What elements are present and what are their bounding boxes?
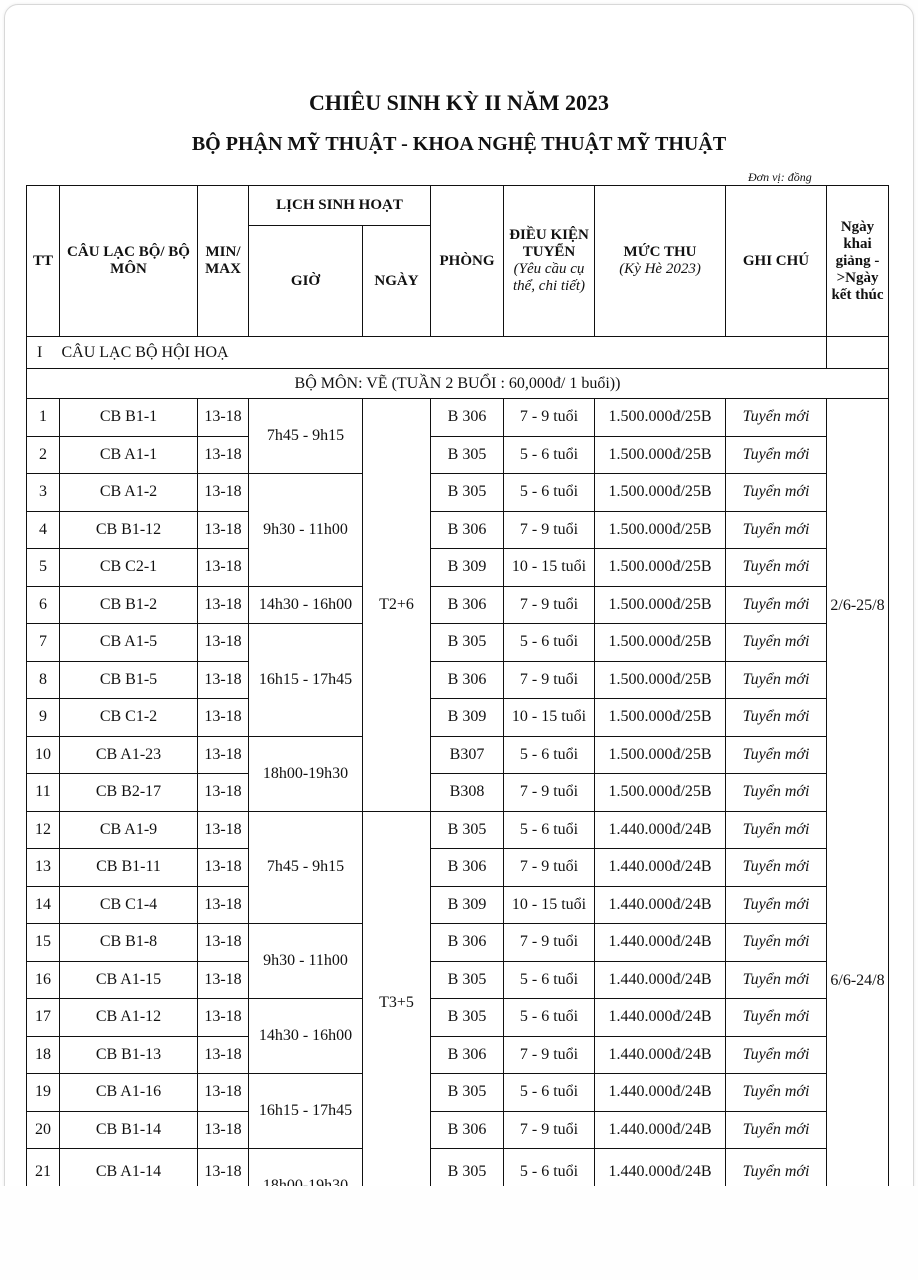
table-row: [27, 1074, 889, 1112]
row-room: B 306: [431, 849, 504, 887]
row-note: Tuyển mới: [726, 474, 827, 512]
row-note: Tuyển mới: [726, 511, 827, 549]
row-tt: 20: [27, 1111, 60, 1149]
row-fee: 1.500.000đ/25B: [595, 586, 726, 624]
row-note: Tuyển mới: [726, 961, 827, 999]
row-note: Tuyển mới: [726, 1111, 827, 1149]
row-fee: 1.440.000đ/24B: [595, 999, 726, 1037]
row-club-name: CB B1-13: [60, 1036, 198, 1074]
header-schedule: LỊCH SINH HOẠT: [249, 186, 431, 226]
row-tt: 7: [27, 624, 60, 662]
header-tt: TT: [27, 186, 60, 337]
row-club-name: CB A1-2: [60, 474, 198, 512]
row-time: 7h45 - 9h15: [249, 399, 363, 474]
row-tt: 14: [27, 886, 60, 924]
row-tt: 19: [27, 1074, 60, 1112]
row-club-name: CB C1-2: [60, 699, 198, 737]
row-note: Tuyển mới: [726, 774, 827, 812]
row-club-name: CB A1-14: [60, 1149, 198, 1196]
row-tt: 18: [27, 1036, 60, 1074]
row-time: 16h15 - 17h45: [249, 1074, 363, 1149]
row-time: 18h00-19h30: [249, 736, 363, 811]
header-fee-label: MỨC THU: [623, 244, 697, 260]
row-club-name: CB B1-2: [60, 586, 198, 624]
table-row: [27, 1111, 889, 1149]
row-minmax: 13-18: [198, 999, 249, 1037]
table-row: [27, 436, 889, 474]
subject-row: [27, 369, 889, 399]
header-room: PHÒNG: [431, 186, 504, 337]
subject-header: BỘ MÔN: VẼ (TUẦN 2 BUỔI : 60,000đ/ 1 buổi)): [27, 369, 889, 399]
row-condition: 10 - 15 tuổi: [504, 699, 595, 737]
section-name: CÂU LẠC BỘ HỘI HOẠ: [60, 337, 827, 369]
row-condition: 10 - 15 tuổi: [504, 886, 595, 924]
row-minmax: 13-18: [198, 961, 249, 999]
row-club-name: CB B1-8: [60, 924, 198, 962]
row-room: B 306: [431, 1036, 504, 1074]
row-time: 7h45 - 9h15: [249, 811, 363, 924]
header-fee: [595, 186, 726, 337]
row-dates: 6/6-24/8: [827, 886, 889, 1196]
row-club-name: CB A1-23: [60, 736, 198, 774]
row-room: B 305: [431, 999, 504, 1037]
row-minmax: 13-18: [198, 436, 249, 474]
row-note: Tuyển mới: [726, 661, 827, 699]
row-time: 9h30 - 11h00: [249, 474, 363, 587]
section-dates-cell: [827, 337, 889, 369]
row-fee: 1.500.000đ/25B: [595, 549, 726, 587]
row-minmax: 13-18: [198, 511, 249, 549]
table-row: [27, 511, 889, 549]
row-condition: 7 - 9 tuổi: [504, 1036, 595, 1074]
row-room: B307: [431, 736, 504, 774]
table-row: [27, 699, 889, 737]
row-tt: 8: [27, 661, 60, 699]
row-tt: 2: [27, 436, 60, 474]
table-row: [27, 736, 889, 774]
row-fee: 1.440.000đ/24B: [595, 961, 726, 999]
row-condition: 5 - 6 tuổi: [504, 474, 595, 512]
header-fee-note: (Kỳ Hè 2023): [619, 261, 701, 277]
row-minmax: 13-18: [198, 586, 249, 624]
row-club-name: CB A1-12: [60, 999, 198, 1037]
row-note: Tuyển mới: [726, 1074, 827, 1112]
row-note: Tuyển mới: [726, 811, 827, 849]
row-fee: 1.500.000đ/25B: [595, 399, 726, 437]
row-minmax: 13-18: [198, 1149, 249, 1196]
row-club-name: CB A1-15: [60, 961, 198, 999]
row-room: B 309: [431, 699, 504, 737]
row-condition: 7 - 9 tuổi: [504, 511, 595, 549]
row-condition: 7 - 9 tuổi: [504, 1111, 595, 1149]
row-room: B 306: [431, 924, 504, 962]
row-time: 9h30 - 11h00: [249, 924, 363, 999]
row-club-name: CB A1-5: [60, 624, 198, 662]
row-minmax: 13-18: [198, 474, 249, 512]
row-note: Tuyển mới: [726, 624, 827, 662]
row-condition: 7 - 9 tuổi: [504, 586, 595, 624]
row-minmax: 13-18: [198, 624, 249, 662]
row-minmax: 13-18: [198, 849, 249, 887]
table-row: [27, 474, 889, 512]
row-minmax: 13-18: [198, 774, 249, 812]
row-tt: 1: [27, 399, 60, 437]
schedule-table: [26, 185, 889, 1196]
row-room: B 305: [431, 961, 504, 999]
row-tt: 16: [27, 961, 60, 999]
row-note: Tuyển mới: [726, 886, 827, 924]
row-tt: 3: [27, 474, 60, 512]
row-fee: 1.440.000đ/24B: [595, 1149, 726, 1196]
row-club-name: CB B1-11: [60, 849, 198, 887]
row-minmax: 13-18: [198, 399, 249, 437]
row-fee: 1.440.000đ/24B: [595, 924, 726, 962]
row-minmax: 13-18: [198, 886, 249, 924]
row-note: Tuyển mới: [726, 1149, 827, 1196]
row-minmax: 13-18: [198, 1074, 249, 1112]
table-row: [27, 811, 889, 849]
row-minmax: 13-18: [198, 736, 249, 774]
row-room: B 305: [431, 1149, 504, 1196]
header-condition: [504, 186, 595, 337]
header-club: CÂU LẠC BỘ/ BỘ MÔN: [60, 186, 198, 337]
table-row: [27, 999, 889, 1037]
row-condition: 7 - 9 tuổi: [504, 399, 595, 437]
row-room: B 305: [431, 624, 504, 662]
row-tt: 6: [27, 586, 60, 624]
row-tt: 21: [27, 1149, 60, 1196]
row-room: B 306: [431, 399, 504, 437]
section-number: I: [27, 337, 60, 369]
row-club-name: CB B2-17: [60, 774, 198, 812]
row-note: Tuyển mới: [726, 549, 827, 587]
table-row: [27, 399, 889, 437]
row-minmax: 13-18: [198, 549, 249, 587]
row-room: B 305: [431, 811, 504, 849]
row-minmax: 13-18: [198, 661, 249, 699]
page-bottom-mask: [0, 1186, 918, 1280]
table-row: [27, 961, 889, 999]
row-dates: 2/6-25/8: [827, 399, 889, 887]
row-club-name: CB A1-9: [60, 811, 198, 849]
row-time: 14h30 - 16h00: [249, 586, 363, 624]
row-condition: 5 - 6 tuổi: [504, 961, 595, 999]
row-days: T2+6: [363, 399, 431, 812]
row-room: B 309: [431, 549, 504, 587]
row-fee: 1.500.000đ/25B: [595, 774, 726, 812]
row-minmax: 13-18: [198, 811, 249, 849]
row-fee: 1.500.000đ/25B: [595, 474, 726, 512]
row-club-name: CB B1-1: [60, 399, 198, 437]
row-note: Tuyển mới: [726, 699, 827, 737]
row-condition: 10 - 15 tuổi: [504, 549, 595, 587]
row-fee: 1.440.000đ/24B: [595, 1111, 726, 1149]
row-condition: 5 - 6 tuổi: [504, 736, 595, 774]
row-minmax: 13-18: [198, 1036, 249, 1074]
row-room: B 306: [431, 661, 504, 699]
row-room: B 305: [431, 1074, 504, 1112]
row-fee: 1.440.000đ/24B: [595, 1074, 726, 1112]
table-row: [27, 1036, 889, 1074]
row-condition: 7 - 9 tuổi: [504, 924, 595, 962]
row-time: 14h30 - 16h00: [249, 999, 363, 1074]
table-row: [27, 886, 889, 924]
row-room: B 305: [431, 474, 504, 512]
row-fee: 1.440.000đ/24B: [595, 811, 726, 849]
row-condition: 7 - 9 tuổi: [504, 661, 595, 699]
document-subtitle: BỘ PHẬN MỸ THUẬT - KHOA NGHỆ THUẬT MỸ THUẬT: [191, 133, 727, 155]
row-room: B 306: [431, 586, 504, 624]
row-minmax: 13-18: [198, 1111, 249, 1149]
header-condition-label: ĐIỀU KIỆN TUYỂN: [509, 227, 589, 260]
row-room: B308: [431, 774, 504, 812]
header-minmax: MIN/ MAX: [198, 186, 249, 337]
row-note: Tuyển mới: [726, 1036, 827, 1074]
row-tt: 11: [27, 774, 60, 812]
row-club-name: CB C1-4: [60, 886, 198, 924]
row-room: B 309: [431, 886, 504, 924]
row-club-name: CB A1-1: [60, 436, 198, 474]
row-fee: 1.500.000đ/25B: [595, 624, 726, 662]
row-fee: 1.500.000đ/25B: [595, 699, 726, 737]
row-note: Tuyển mới: [726, 736, 827, 774]
row-condition: 5 - 6 tuổi: [504, 1149, 595, 1196]
row-tt: 13: [27, 849, 60, 887]
row-fee: 1.500.000đ/25B: [595, 436, 726, 474]
row-note: Tuyển mới: [726, 849, 827, 887]
row-fee: 1.500.000đ/25B: [595, 736, 726, 774]
row-condition: 5 - 6 tuổi: [504, 624, 595, 662]
row-tt: 9: [27, 699, 60, 737]
row-time: 16h15 - 17h45: [249, 624, 363, 737]
row-condition: 5 - 6 tuổi: [504, 811, 595, 849]
row-condition: 5 - 6 tuổi: [504, 999, 595, 1037]
row-tt: 10: [27, 736, 60, 774]
row-club-name: CB C2-1: [60, 549, 198, 587]
header-time: GIỜ: [249, 226, 363, 337]
row-condition: 7 - 9 tuổi: [504, 774, 595, 812]
header-condition-note: (Yêu cầu cụ thể, chi tiết): [512, 261, 586, 294]
row-condition: 5 - 6 tuổi: [504, 1074, 595, 1112]
document-title: CHIÊU SINH KỲ II NĂM 2023: [308, 90, 610, 115]
row-room: B 306: [431, 1111, 504, 1149]
table-row: [27, 849, 889, 887]
row-fee: 1.440.000đ/24B: [595, 849, 726, 887]
row-tt: 5: [27, 549, 60, 587]
section-row: [27, 337, 889, 369]
row-fee: 1.440.000đ/24B: [595, 886, 726, 924]
row-condition: 7 - 9 tuổi: [504, 849, 595, 887]
row-club-name: CB A1-16: [60, 1074, 198, 1112]
row-room: B 305: [431, 436, 504, 474]
table-row: [27, 661, 889, 699]
row-note: Tuyển mới: [726, 436, 827, 474]
row-note: Tuyển mới: [726, 399, 827, 437]
table-row: [27, 624, 889, 662]
row-tt: 4: [27, 511, 60, 549]
row-club-name: CB B1-12: [60, 511, 198, 549]
header-notes: GHI CHÚ: [726, 186, 827, 337]
row-club-name: CB B1-5: [60, 661, 198, 699]
row-tt: 15: [27, 924, 60, 962]
row-note: Tuyển mới: [726, 924, 827, 962]
table-row: [27, 549, 889, 587]
unit-note: Đơn vị: đồng: [748, 170, 812, 184]
row-fee: 1.500.000đ/25B: [595, 511, 726, 549]
row-fee: 1.440.000đ/24B: [595, 1036, 726, 1074]
row-room: B 306: [431, 511, 504, 549]
row-tt: 17: [27, 999, 60, 1037]
row-minmax: 13-18: [198, 699, 249, 737]
header-dates: Ngày khai giảng ->Ngày kết thúc: [827, 186, 889, 337]
row-condition: 5 - 6 tuổi: [504, 436, 595, 474]
table-row: [27, 586, 889, 624]
row-minmax: 13-18: [198, 924, 249, 962]
row-days: T3+5: [363, 811, 431, 1196]
row-tt: 12: [27, 811, 60, 849]
table-row: [27, 924, 889, 962]
header-day: NGÀY: [363, 226, 431, 337]
table-row: [27, 774, 889, 812]
row-club-name: CB B1-14: [60, 1111, 198, 1149]
row-note: Tuyển mới: [726, 586, 827, 624]
row-note: Tuyển mới: [726, 999, 827, 1037]
row-fee: 1.500.000đ/25B: [595, 661, 726, 699]
